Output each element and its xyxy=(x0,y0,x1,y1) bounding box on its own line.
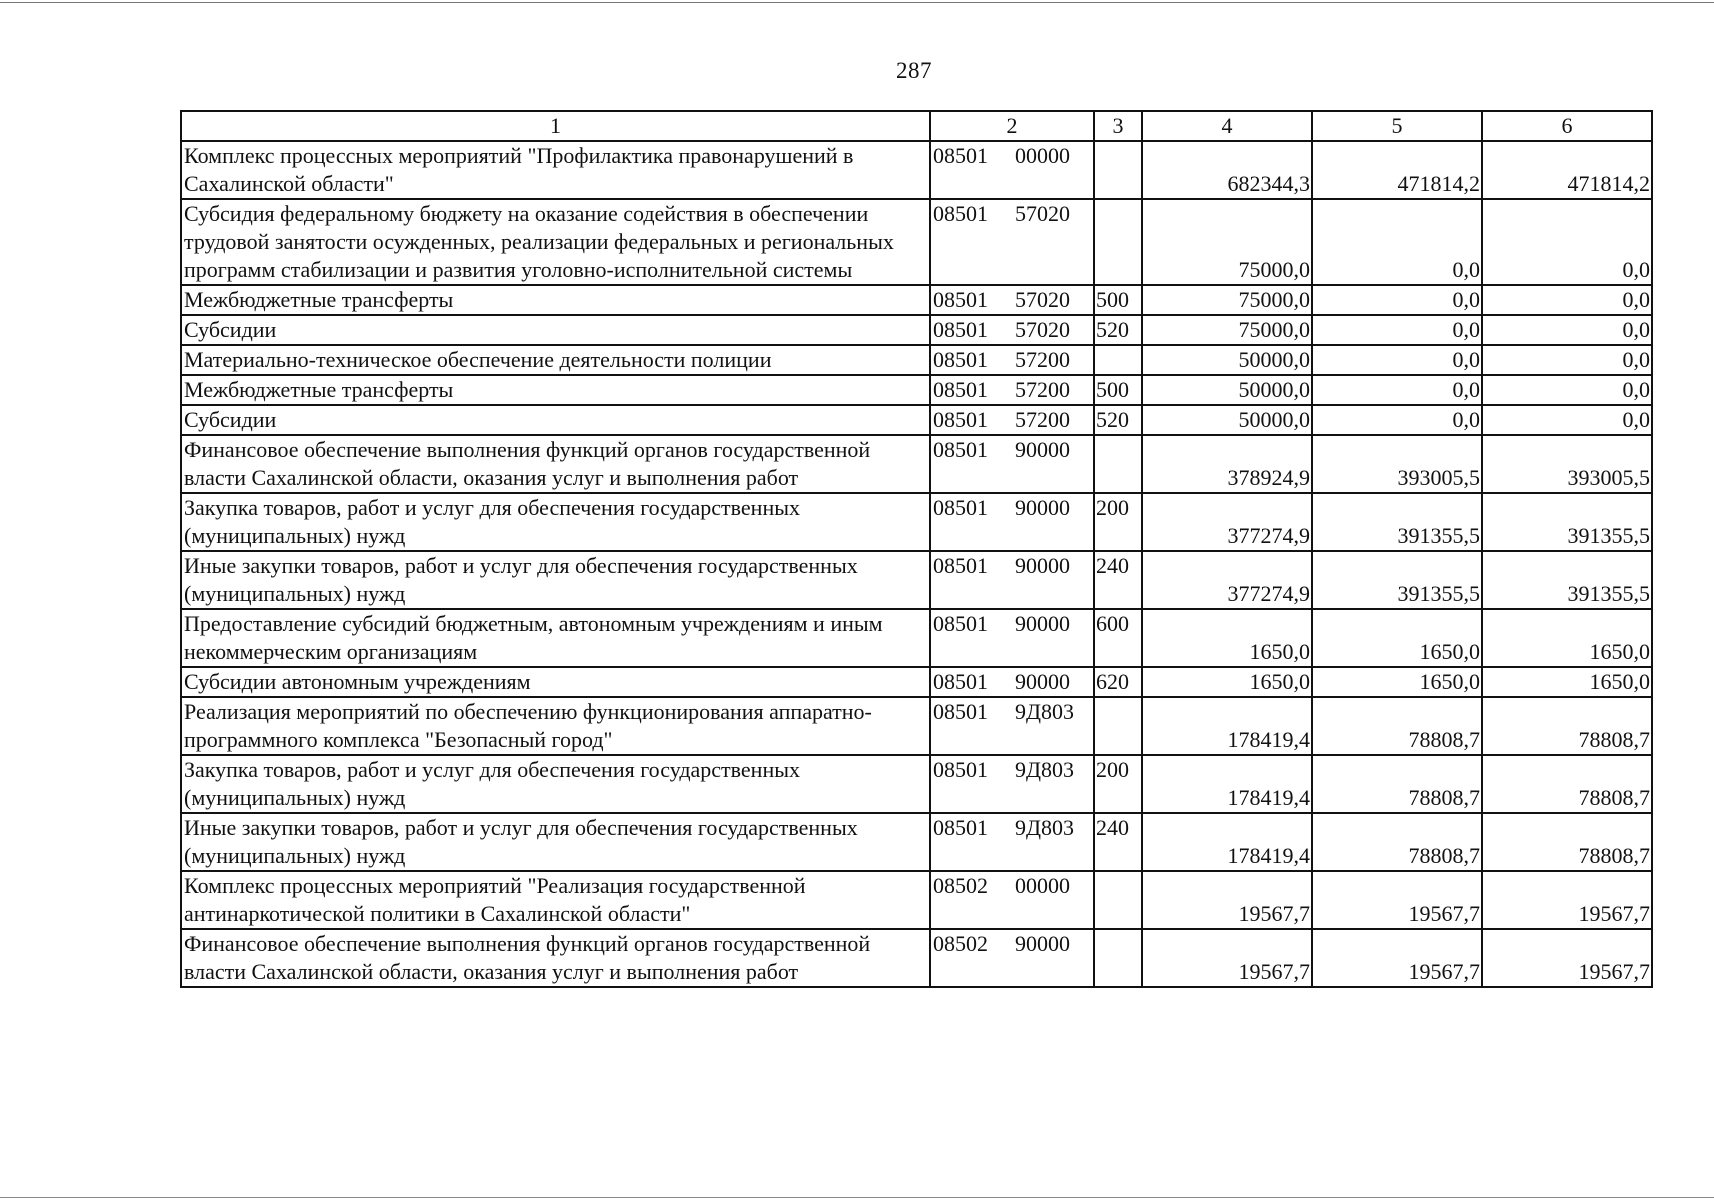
expense-kind xyxy=(1094,345,1142,375)
amount-col-5: 1650,0 xyxy=(1312,667,1482,697)
row-name: Закупка товаров, работ и услуг для обеспечения государственных (муниципальных) нужд xyxy=(181,755,930,813)
expense-kind: 200 xyxy=(1094,493,1142,551)
amount-col-4: 682344,3 xyxy=(1142,141,1312,199)
amount-col-6: 1650,0 xyxy=(1482,667,1652,697)
amount-col-4: 178419,4 xyxy=(1142,697,1312,755)
column-header-5: 5 xyxy=(1312,111,1482,141)
amount-col-6: 0,0 xyxy=(1482,315,1652,345)
row-code xyxy=(930,315,1094,345)
amount-col-6: 1650,0 xyxy=(1482,609,1652,667)
row-code xyxy=(930,697,1094,755)
program-code: 08501 xyxy=(933,757,988,782)
program-code: 08502 xyxy=(933,873,988,898)
amount-col-4: 178419,4 xyxy=(1142,755,1312,813)
amount-col-6: 0,0 xyxy=(1482,405,1652,435)
expense-kind: 500 xyxy=(1094,285,1142,315)
program-code: 08501 xyxy=(933,201,988,226)
program-code: 08501 xyxy=(933,287,988,312)
row-code xyxy=(930,871,1094,929)
amount-col-4: 19567,7 xyxy=(1142,929,1312,987)
row-name: Межбюджетные трансферты xyxy=(181,285,930,315)
row-code xyxy=(930,609,1094,667)
row-name: Предоставление субсидий бюджетным, автономным учреждениям и иным некоммерческим организациям xyxy=(181,609,930,667)
direction-code: 90000 xyxy=(1015,669,1070,694)
direction-code: 57200 xyxy=(1015,347,1070,372)
amount-col-4: 50000,0 xyxy=(1142,345,1312,375)
table-row xyxy=(181,667,1652,697)
direction-code: 00000 xyxy=(1015,143,1070,168)
table-row xyxy=(181,493,1652,551)
table-row xyxy=(181,435,1652,493)
program-code: 08501 xyxy=(933,143,988,168)
row-name: Реализация мероприятий по обеспечению функционирования аппаратно-программного комплекса "Безопасный город" xyxy=(181,697,930,755)
table-row xyxy=(181,871,1652,929)
amount-col-4: 50000,0 xyxy=(1142,375,1312,405)
row-code xyxy=(930,405,1094,435)
header-row xyxy=(181,111,1652,141)
amount-col-6: 78808,7 xyxy=(1482,755,1652,813)
row-code xyxy=(930,667,1094,697)
amount-col-5: 391355,5 xyxy=(1312,551,1482,609)
program-code: 08501 xyxy=(933,437,988,462)
row-name: Субсидии xyxy=(181,405,930,435)
amount-col-6: 19567,7 xyxy=(1482,871,1652,929)
amount-col-6: 0,0 xyxy=(1482,375,1652,405)
table-row xyxy=(181,697,1652,755)
row-code xyxy=(930,551,1094,609)
table-body xyxy=(181,141,1652,987)
column-header-6: 6 xyxy=(1482,111,1652,141)
table-row xyxy=(181,375,1652,405)
row-code xyxy=(930,929,1094,987)
table-row xyxy=(181,551,1652,609)
program-code: 08501 xyxy=(933,495,988,520)
top-scan-edge xyxy=(0,2,1714,3)
amount-col-4: 378924,9 xyxy=(1142,435,1312,493)
program-code: 08501 xyxy=(933,815,988,840)
row-name: Комплекс процессных мероприятий "Профилактика правонарушений в Сахалинской области" xyxy=(181,141,930,199)
program-code: 08501 xyxy=(933,553,988,578)
table-row xyxy=(181,405,1652,435)
amount-col-4: 50000,0 xyxy=(1142,405,1312,435)
expense-kind xyxy=(1094,697,1142,755)
program-code: 08501 xyxy=(933,317,988,342)
direction-code: 90000 xyxy=(1015,495,1070,520)
row-code xyxy=(930,199,1094,285)
direction-code: 57200 xyxy=(1015,407,1070,432)
column-header-1: 1 xyxy=(181,111,930,141)
table-header xyxy=(181,111,1652,141)
program-code: 08501 xyxy=(933,669,988,694)
amount-col-4: 1650,0 xyxy=(1142,667,1312,697)
expense-kind: 620 xyxy=(1094,667,1142,697)
amount-col-4: 377274,9 xyxy=(1142,493,1312,551)
amount-col-6: 78808,7 xyxy=(1482,697,1652,755)
table-row xyxy=(181,609,1652,667)
amount-col-5: 0,0 xyxy=(1312,199,1482,285)
amount-col-4: 178419,4 xyxy=(1142,813,1312,871)
row-code xyxy=(930,755,1094,813)
amount-col-5: 0,0 xyxy=(1312,315,1482,345)
direction-code: 90000 xyxy=(1015,437,1070,462)
amount-col-4: 19567,7 xyxy=(1142,871,1312,929)
row-name: Иные закупки товаров, работ и услуг для обеспечения государственных (муниципальных) нужд xyxy=(181,551,930,609)
direction-code: 9Д803 xyxy=(1015,699,1075,724)
table-row xyxy=(181,285,1652,315)
amount-col-4: 377274,9 xyxy=(1142,551,1312,609)
expense-kind xyxy=(1094,199,1142,285)
table-row xyxy=(181,345,1652,375)
table-row xyxy=(181,755,1652,813)
column-header-4: 4 xyxy=(1142,111,1312,141)
amount-col-4: 75000,0 xyxy=(1142,285,1312,315)
expense-kind: 240 xyxy=(1094,551,1142,609)
row-name: Финансовое обеспечение выполнения функций органов государственной власти Сахалинской области, оказания услуг и выполнения работ xyxy=(181,435,930,493)
expense-kind xyxy=(1094,141,1142,199)
amount-col-5: 391355,5 xyxy=(1312,493,1482,551)
direction-code: 90000 xyxy=(1015,611,1070,636)
expense-kind xyxy=(1094,929,1142,987)
row-code xyxy=(930,813,1094,871)
amount-col-5: 78808,7 xyxy=(1312,755,1482,813)
row-code xyxy=(930,493,1094,551)
amount-col-5: 393005,5 xyxy=(1312,435,1482,493)
program-code: 08501 xyxy=(933,611,988,636)
direction-code: 90000 xyxy=(1015,931,1070,956)
row-name: Субсидии xyxy=(181,315,930,345)
expense-kind xyxy=(1094,435,1142,493)
amount-col-4: 75000,0 xyxy=(1142,199,1312,285)
program-code: 08502 xyxy=(933,931,988,956)
budget-table xyxy=(180,110,1653,988)
column-header-2: 2 xyxy=(930,111,1094,141)
page-number: 287 xyxy=(896,58,932,83)
expense-kind: 600 xyxy=(1094,609,1142,667)
amount-col-5: 0,0 xyxy=(1312,405,1482,435)
direction-code: 90000 xyxy=(1015,553,1070,578)
amount-col-6: 19567,7 xyxy=(1482,929,1652,987)
amount-col-5: 0,0 xyxy=(1312,375,1482,405)
column-header-3: 3 xyxy=(1094,111,1142,141)
amount-col-6: 0,0 xyxy=(1482,199,1652,285)
row-name: Материально-техническое обеспечение деятельности полиции xyxy=(181,345,930,375)
expense-kind: 520 xyxy=(1094,315,1142,345)
amount-col-5: 78808,7 xyxy=(1312,813,1482,871)
row-name: Иные закупки товаров, работ и услуг для обеспечения государственных (муниципальных) нужд xyxy=(181,813,930,871)
bottom-scan-edge xyxy=(0,1197,1714,1198)
expense-kind: 240 xyxy=(1094,813,1142,871)
program-code: 08501 xyxy=(933,699,988,724)
row-name: Закупка товаров, работ и услуг для обеспечения государственных (муниципальных) нужд xyxy=(181,493,930,551)
expense-kind: 500 xyxy=(1094,375,1142,405)
amount-col-6: 78808,7 xyxy=(1482,813,1652,871)
amount-col-4: 75000,0 xyxy=(1142,315,1312,345)
program-code: 08501 xyxy=(933,377,988,402)
row-name: Комплекс процессных мероприятий "Реализация государственной антинаркотической политики в Сахалинской области" xyxy=(181,871,930,929)
direction-code: 9Д803 xyxy=(1015,815,1075,840)
row-code xyxy=(930,375,1094,405)
row-code xyxy=(930,285,1094,315)
row-name: Субсидии автономным учреждениям xyxy=(181,667,930,697)
table-row xyxy=(181,199,1652,285)
amount-col-5: 0,0 xyxy=(1312,285,1482,315)
expense-kind xyxy=(1094,871,1142,929)
expense-kind: 200 xyxy=(1094,755,1142,813)
table-row xyxy=(181,929,1652,987)
table-row xyxy=(181,813,1652,871)
amount-col-5: 1650,0 xyxy=(1312,609,1482,667)
amount-col-6: 393005,5 xyxy=(1482,435,1652,493)
amount-col-6: 471814,2 xyxy=(1482,141,1652,199)
row-name: Субсидия федеральному бюджету на оказание содействия в обеспечении трудовой занятости осужденных, реализации федеральных и региональных программ стабилизации и развития уголовно-исполнительной системы xyxy=(181,199,930,285)
amount-col-6: 0,0 xyxy=(1482,345,1652,375)
direction-code: 57200 xyxy=(1015,377,1070,402)
amount-col-6: 391355,5 xyxy=(1482,551,1652,609)
program-code: 08501 xyxy=(933,407,988,432)
row-code xyxy=(930,141,1094,199)
amount-col-5: 19567,7 xyxy=(1312,929,1482,987)
amount-col-5: 471814,2 xyxy=(1312,141,1482,199)
row-code xyxy=(930,435,1094,493)
table-row xyxy=(181,315,1652,345)
amount-col-6: 0,0 xyxy=(1482,285,1652,315)
amount-col-5: 19567,7 xyxy=(1312,871,1482,929)
expense-kind: 520 xyxy=(1094,405,1142,435)
amount-col-5: 78808,7 xyxy=(1312,697,1482,755)
direction-code: 00000 xyxy=(1015,873,1070,898)
row-name: Финансовое обеспечение выполнения функций органов государственной власти Сахалинской области, оказания услуг и выполнения работ xyxy=(181,929,930,987)
row-code xyxy=(930,345,1094,375)
program-code: 08501 xyxy=(933,347,988,372)
direction-code: 9Д803 xyxy=(1015,757,1075,782)
amount-col-4: 1650,0 xyxy=(1142,609,1312,667)
direction-code: 57020 xyxy=(1015,317,1070,342)
direction-code: 57020 xyxy=(1015,287,1070,312)
table-row xyxy=(181,141,1652,199)
direction-code: 57020 xyxy=(1015,201,1070,226)
amount-col-6: 391355,5 xyxy=(1482,493,1652,551)
row-name: Межбюджетные трансферты xyxy=(181,375,930,405)
amount-col-5: 0,0 xyxy=(1312,345,1482,375)
